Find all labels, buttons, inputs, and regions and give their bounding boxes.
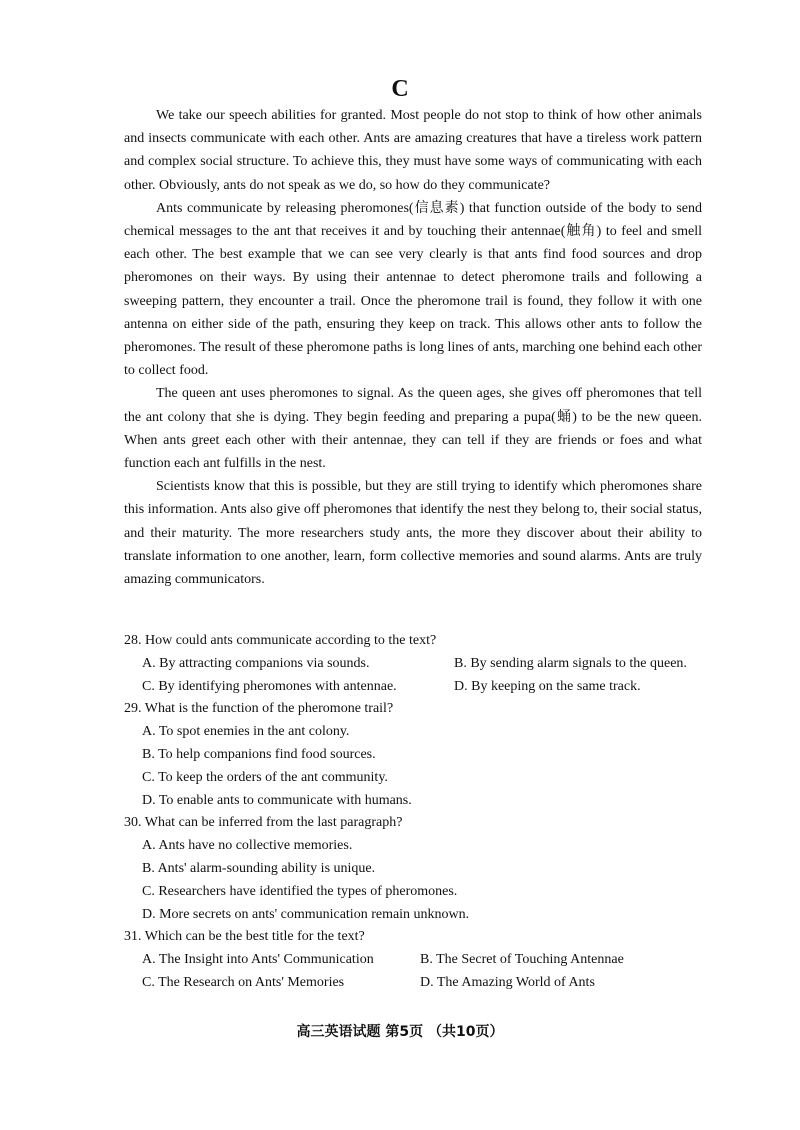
section-heading: C [391,76,409,102]
option-a: A. By attracting companions via sounds. [142,655,370,671]
option-b: B. To help companions find food sources. [142,746,376,762]
paragraph-4: Scientists know that this is possible, but they are still trying to identify which pheromones share this information. Ants also give off pheromones that identify the nest they belong to, their social status, and their maturity. The more researchers study ants, the more they discover about their ability to translate information to one another, learn, form collective memories and sound alarms. Ants are truly amazing communicators. [124,479,702,588]
reading-passage [124,104,702,591]
option-b: B. The Secret of Touching Antennae [420,952,624,968]
question-stem: 28. How could ants communicate according to the text? [124,633,437,648]
option-b: B. By sending alarm signals to the queen. [454,655,687,671]
option-a: A. Ants have no collective memories. [142,838,353,854]
option-d: D. More secrets on ants' communication remain unknown. [142,906,470,922]
option-c: C. The Research on Ants' Memories [142,974,345,990]
option-d: D. To enable ants to communicate with humans. [142,792,412,808]
option-d: D. The Amazing World of Ants [420,974,595,990]
option-row [124,972,702,995]
option-row [124,676,702,699]
question-list [124,630,702,995]
option-c: C. By identifying pheromones with antennae. [142,678,397,694]
option-a: A. To spot enemies in the ant colony. [142,724,350,740]
paragraph-2: Ants communicate by releasing pheromones(信息素) that function outside of the body to send chemical messages to the ant that receives it and by touching their antennae(触角) to feel and smell each other. The best example that we can see very clearly is that ants find food sources and drop pheromones on their ways. By using their antennae to detect pheromone trails and following a sweeping pattern, they encounter a trail. Once the pheromone trail is found, they follow it with one antenna on either side of the path, ensuring they keep on track. This allows other ants to follow the pheromones. The result of these pheromone paths is long lines of ants, marching one behind each other to collect food. [124,200,702,379]
question-31 [124,926,702,994]
option-a: A. The Insight into Ants' Communication [142,952,374,968]
page-footer: 高三英语试题 第5页 （共10页） [296,1024,504,1040]
question-stem: 29. What is the function of the pheromone trail? [124,701,394,717]
option-row [124,653,702,676]
option-d: D. By keeping on the same track. [454,678,641,694]
paragraph-3: The queen ant uses pheromones to signal. As the queen ages, she gives off pheromones that tell the ant colony that she is dying. They begin feeding and preparing a pupa(蛹) to be the new queen. When ants greet each other with their antennae, they can tell if they are friends or foes and what function each ant fulfills in the nest. [124,386,702,472]
question-30 [124,812,702,926]
option-b: B. Ants' alarm-sounding ability is unique. [142,860,376,876]
option-row [124,949,702,972]
question-stem: 30. What can be inferred from the last paragraph? [124,815,403,831]
option-c: C. To keep the orders of the ant community. [142,769,388,785]
question-29 [124,698,702,812]
question-28 [124,630,702,698]
paragraph-1: We take our speech abilities for granted. Most people do not stop to think of how other animals and insects communicate with each other. Ants are amazing creatures that have a tireless work pattern and complex social structure. To achieve this, they must have some ways of communicating with each other. Obviously, ants do not speak as we do, so how do they communicate? [124,108,702,193]
option-c: C. Researchers have identified the types of pheromones. [142,883,458,899]
question-stem: 31. Which can be the best title for the text? [124,929,365,945]
